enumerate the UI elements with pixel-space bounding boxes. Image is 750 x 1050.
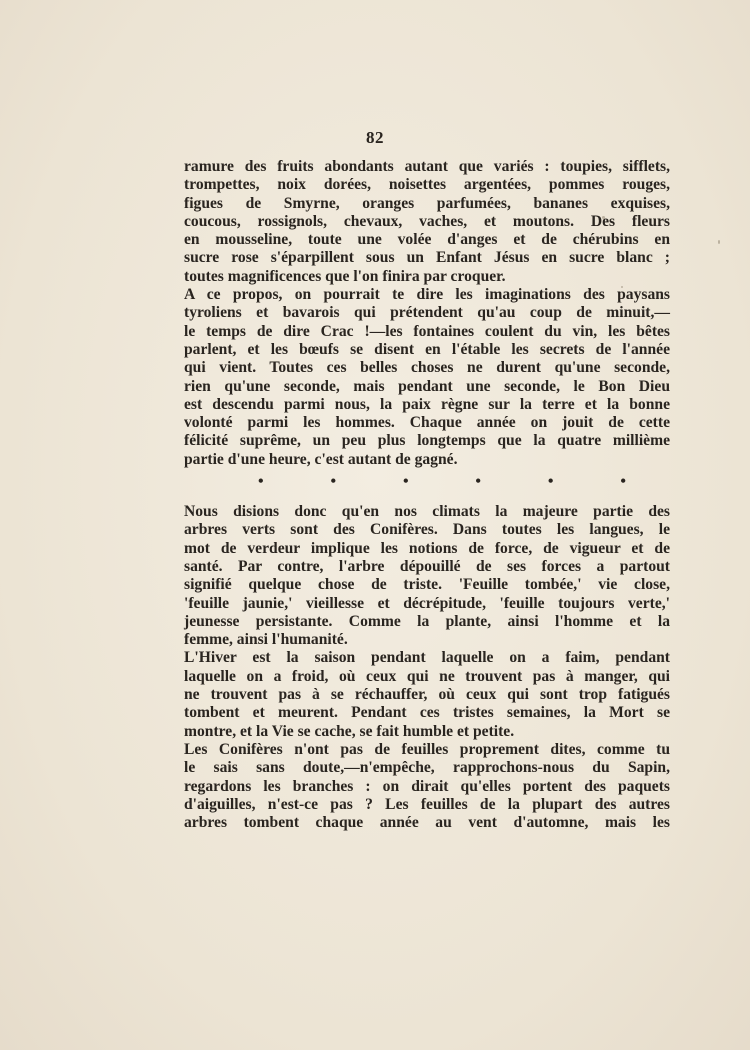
text-line: ne trouvent pas à se réchauffer, où ceux qui sont trop fatigués [184,686,670,704]
text-line: tombent et meurent. Pendant ces tristes semaines, la Mort se [184,704,670,722]
paragraph-1 [184,158,670,286]
text-line: Nous disions donc qu'en nos climats la majeure partie des [184,503,670,521]
text-line: parlent, et les bœufs se disent en l'étable les secrets de l'année [184,340,670,358]
text-line: félicité suprême, un peu plus longtemps que la quatre millième [184,432,670,450]
text-line: arbres verts sont des Conifères. Dans toutes les langues, le [184,521,670,539]
text-line: sucre rose s'éparpillent sous un Enfant Jésus en sucre blanc ; [184,249,670,267]
text-line: est descendu parmi nous, la paix règne sur la terre et la bonne [184,395,670,413]
paragraph-2 [184,286,670,469]
text-line: ramure des fruits abondants autant que variés : toupies, sifflets, [184,158,670,175]
text-line: qui vient. Toutes ces belles choses ne durent qu'une seconde, [184,359,670,377]
separator-dot: • [330,473,337,491]
text-line: montre, et la Vie se cache, se fait humble et petite. [184,722,515,740]
text-line: toutes magnificences que l'on finira par croquer. [184,267,506,285]
separator-dot: • [620,473,626,491]
text-line: figues de Smyrne, oranges parfumées, bananes exquises, [184,194,670,212]
text-line: regardons les branches : on dirait qu'elles portent des paquets [184,777,670,795]
text-line: coucous, rossignols, chevaux, vaches, et moutons. Des fleurs [184,212,670,230]
text-line: L'Hiver est la saison pendant laquelle on a faim, pendant [184,649,670,667]
separator-dot: • [547,473,554,491]
text-line: en mousseline, toute une volée d'anges et de chérubins en [184,231,670,249]
body-text [184,158,670,832]
text-line: arbres tombent chaque année au vent d'automne, mais les [184,814,670,832]
text-line: signifié quelque chose de triste. 'Feuille tombée,' vie close, [184,576,670,594]
section-separator [184,473,670,491]
text-line: volonté parmi les hommes. Chaque année on jouit de cette [184,414,670,432]
paragraph-3 [184,503,670,649]
text-line: trompettes, noix dorées, noisettes argentées, pommes rouges, [184,176,670,194]
text-line: le sais sans doute,—n'empêche, rapprochons-nous du Sapin, [184,759,670,777]
text-line: A ce propos, on pourrait te dire les imaginations des paysans [184,286,670,304]
paragraph-5 [184,741,670,832]
text-line: 'feuille jaunie,' vieillesse et décrépitude, 'feuille toujours verte,' [184,594,670,612]
separator-dot: • [258,473,264,491]
separator-dot: • [475,473,482,491]
text-line: mot de verdeur implique les notions de force, de vigueur et de [184,539,670,557]
text-line: femme, ainsi l'humanité. [184,631,348,649]
text-line: jeunesse persistante. Comme la plante, ainsi l'homme et la [184,612,670,630]
text-line: partie d'une heure, c'est autant de gagné. [184,450,458,468]
page-number: 82 [366,128,384,147]
paragraph-4 [184,649,670,740]
text-line: rien qu'une seconde, mais pendant une seconde, le Bon Dieu [184,377,670,395]
text-line: tyroliens et bavarois qui prétendent qu'au coup de minuit,— [184,304,670,322]
text-line: santé. Par contre, l'arbre dépouillé de ses forces a partout [184,557,670,575]
text-line: laquelle on a froid, où ceux qui ne trouvent pas à manger, qui [184,667,670,685]
separator-dot: • [402,473,409,491]
text-line: d'aiguilles, n'est-ce pas ? Les feuilles de la plupart des autres [184,795,670,813]
paper-speck [718,240,720,244]
text-line: Les Conifères n'ont pas de feuilles proprement dites, comme tu [184,740,670,758]
text-line: le temps de dire Crac !—les fontaines coulent du vin, les bêtes [184,322,670,340]
